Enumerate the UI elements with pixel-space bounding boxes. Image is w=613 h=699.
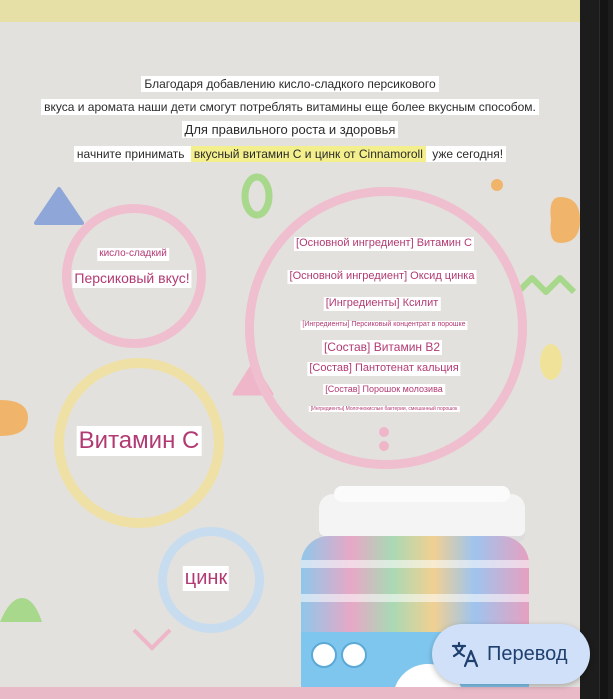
- green-mound-decor: [0, 596, 44, 624]
- ingredient-item: [Состав] Порошок молозива: [325, 384, 443, 394]
- flavor-small-label: кисло-сладкий: [99, 248, 167, 259]
- jar-stripe: [301, 594, 529, 602]
- intro-line-2: вкуса и аромата наши дети смогут потреблять витамины еще более вкусным способом.: [0, 98, 580, 116]
- flavor-big-label: Персиковый вкус!: [74, 270, 190, 286]
- ingredient-item: [Состав] Пантотенат кальция: [309, 362, 459, 374]
- intro-line-4: начните принимать вкусный витамин C и цинк от Cinnamoroll уже сегодня!: [0, 145, 580, 163]
- yellow-oval-decor: [538, 342, 564, 382]
- intro-line-3: Для правильного роста и здоровья: [0, 121, 580, 139]
- translate-label: Перевод: [487, 642, 568, 665]
- blue-triangle-decor: [34, 187, 84, 225]
- orange-semicircle-decor: [0, 398, 28, 438]
- bottom-decor-band: [0, 687, 580, 699]
- intro-line-1: Благодаря добавлению кисло-сладкого персикового: [0, 75, 580, 93]
- translate-icon: [450, 639, 480, 669]
- ingredient-item: [Ингредиенты] Ксилит: [325, 297, 439, 309]
- jar-badge: [311, 642, 337, 668]
- jar-badge: [341, 642, 367, 668]
- green-zigzag-decor: [516, 270, 580, 298]
- scrollbar-thumb[interactable]: [599, 0, 608, 699]
- top-decor-band: [0, 0, 580, 22]
- scrollbar-track[interactable]: [580, 0, 613, 699]
- orange-blob-decor: [548, 195, 580, 245]
- highlighted-text: вкусный витамин C и цинк от Cinnamoroll: [191, 146, 426, 162]
- translate-button[interactable]: [432, 624, 590, 684]
- zinc-label: цинк: [184, 567, 228, 589]
- jar-stripe: [301, 560, 529, 568]
- ingredient-item: [Состав] Витамин B2: [323, 340, 441, 354]
- green-ring-decor: [240, 172, 274, 220]
- jar-lid-top: [334, 486, 510, 502]
- ingredient-item: [Основной ингредиент] Витамин С: [296, 237, 472, 249]
- vitamin-c-label: Витамин С: [78, 427, 200, 454]
- ingredient-item: [Основной ингредиент] Оксид цинка: [289, 270, 475, 282]
- orange-dot-decor: [489, 177, 505, 193]
- ingredient-item: [Ингредиенты] Персиковый концентрат в порошке: [302, 321, 466, 328]
- ingredient-item: [Ингредиенты] Молочнокислые бактерии, смешанный порошок: [310, 406, 458, 412]
- pink-chevron-decor: [132, 628, 172, 652]
